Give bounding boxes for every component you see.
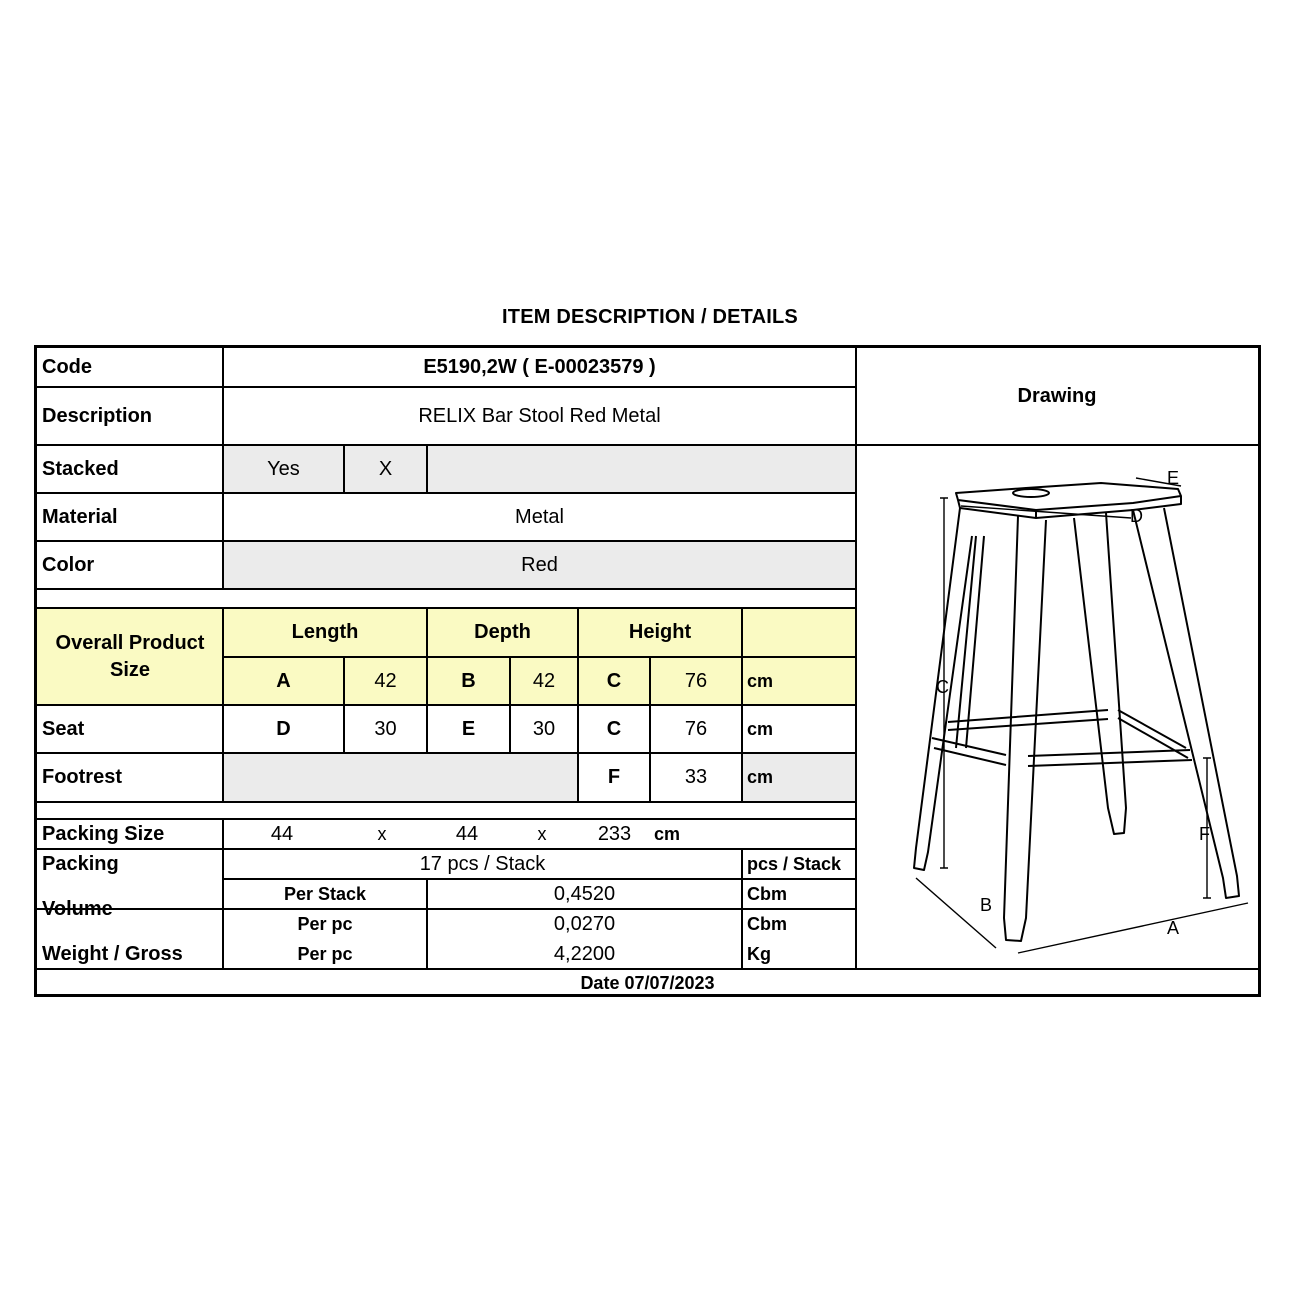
seat-d-letter: D — [276, 717, 291, 740]
packing-label: Packing — [42, 852, 119, 875]
seat-d-value: 30 — [374, 717, 397, 740]
stacked-mark: X — [378, 457, 393, 480]
weight-value: 4,2200 — [553, 942, 616, 965]
dim-label-e: E — [1167, 468, 1180, 488]
seat-c-letter: C — [606, 717, 622, 740]
dim-label-d: D — [1130, 506, 1143, 526]
date-footer: Date 07/07/2023 — [580, 972, 715, 993]
overall-c-letter: C — [606, 669, 622, 692]
dimension-labels — [936, 468, 1210, 938]
dim-label-a: A — [1167, 918, 1180, 938]
stacked-yes: Yes — [267, 457, 300, 480]
length-header: Length — [291, 621, 359, 643]
weight-label: Weight / Gross — [42, 942, 183, 965]
color-label: Color — [42, 553, 95, 576]
volume-per-pc-value: 0,0270 — [553, 912, 616, 935]
volume-per-stack-label: Per Stack — [283, 883, 367, 904]
dim-label-b: B — [980, 895, 993, 915]
dim-label-f: F — [1199, 824, 1210, 844]
overall-a-letter: A — [276, 669, 291, 692]
page-title: ITEM DESCRIPTION / DETAILS — [502, 306, 798, 328]
packing-size-x1: x — [377, 823, 387, 844]
material-label: Material — [42, 505, 118, 528]
volume-per-stack-value: 0,4520 — [553, 882, 616, 905]
bar-stool-illustration — [856, 448, 1258, 968]
volume-per-pc-label: Per pc — [297, 913, 353, 934]
packing-size-x2: x — [537, 823, 547, 844]
footrest-f-letter: F — [607, 766, 621, 788]
packing-value: 17 pcs / Stack — [419, 852, 546, 875]
footrest-label: Footrest — [42, 766, 122, 788]
seat-label: Seat — [42, 717, 85, 740]
overall-a-value: 42 — [374, 669, 397, 692]
packing-size-unit: cm — [653, 823, 680, 844]
dim-label-c: C — [936, 677, 949, 697]
packing-size-label: Packing Size — [42, 822, 165, 845]
overall-unit: cm — [747, 670, 774, 691]
drawing-header: Drawing — [1017, 384, 1097, 407]
overall-b-value: 42 — [532, 669, 556, 692]
description-label: Description — [42, 404, 153, 427]
bar-stool-drawing — [856, 448, 1258, 968]
color-value: Red — [521, 553, 558, 576]
weight-per-pc-label: Per pc — [297, 943, 353, 964]
packing-size-height: 233 — [597, 822, 632, 845]
volume-label: Volume — [42, 897, 113, 920]
seat-c-value: 76 — [684, 717, 708, 740]
footrest-f-value: 33 — [684, 766, 708, 788]
depth-header: Depth — [474, 621, 531, 643]
packing-size-depth: 44 — [455, 822, 479, 845]
stacked-label: Stacked — [42, 457, 119, 480]
footrest-empty-bg — [223, 754, 577, 802]
weight-unit: Kg — [747, 943, 771, 964]
overall-size-label: Overall Product Size — [55, 631, 205, 681]
item-details-sheet — [34, 345, 1261, 997]
code-value: E5190,2W ( E-00023579 ) — [423, 355, 656, 378]
volume-per-stack-unit: Cbm — [747, 883, 787, 904]
height-header: Height — [628, 621, 692, 643]
footrest-unit: cm — [747, 767, 774, 787]
overall-b-letter: B — [461, 669, 476, 692]
description-value: RELIX Bar Stool Red Metal — [418, 404, 661, 427]
material-value: Metal — [515, 505, 564, 528]
packing-size-length: 44 — [270, 822, 294, 845]
packing-unit: pcs / Stack — [747, 853, 842, 874]
seat-unit: cm — [747, 718, 774, 739]
code-label: Code — [42, 355, 92, 378]
volume-per-pc-unit: Cbm — [747, 913, 787, 934]
overall-c-value: 76 — [684, 669, 708, 692]
seat-e-letter: E — [461, 717, 476, 740]
seat-e-value: 30 — [532, 717, 556, 740]
